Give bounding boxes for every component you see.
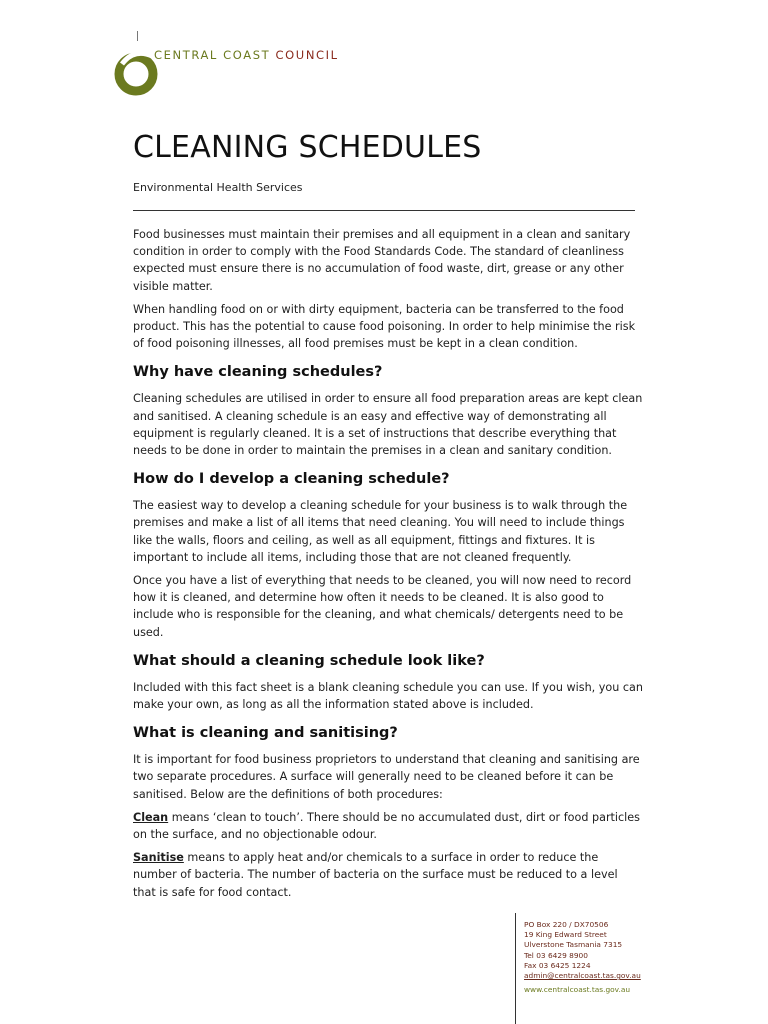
email-link[interactable]: admin@centralcoast.tas.gov.au xyxy=(524,971,641,981)
address-line: Ulverstone Tasmania 7315 xyxy=(524,940,623,950)
address-line: 19 King Edward Street xyxy=(524,930,607,940)
document-body xyxy=(133,226,643,907)
section-paragraph: Once you have a list of everything that needs to be cleaned, you will now need to record how it is cleaned, and determine how often it needs to be cleaned. It is also good to include who is responsible for the cleaning, and what chemicals/ detergents need to be used. xyxy=(133,574,632,639)
intro-paragraph: Food businesses must maintain their premises and all equipment in a clean and sanitary condition in order to comply with the Food Standards Code. The standard of cleanliness expected must ensure there is no accumulation of food waste, dirt, grease or any other visible matter. xyxy=(133,228,631,293)
definition-text: means to apply heat and/or chemicals to a surface in order to reduce the number of bacteria. The number of bacteria on the surface must be reduced to a level that is safe for food contact. xyxy=(133,851,618,899)
section-heading: Why have cleaning schedules? xyxy=(133,364,383,381)
definition-text: means ‘clean to touch’. There should be no accumulated dust, dirt or food particles on the surface, and no objectionable odour. xyxy=(133,810,641,842)
definition-term: Sanitise xyxy=(133,851,184,865)
definition-clean xyxy=(133,809,643,843)
council-name-part1: CENTRAL COAST xyxy=(154,48,276,62)
section-paragraph: The easiest way to develop a cleaning schedule for your business is to walk through the premises and make a list of all items that need cleaning. You will need to include things like the walls, floors and ceiling, as well as all equipment, fittings and fixtures. It is important to include all items, including those that are not cleaned frequently. xyxy=(133,499,628,564)
definition-term: Clean xyxy=(133,810,169,824)
section-heading: What should a cleaning schedule look like? xyxy=(133,652,485,669)
council-name-part2: COUNCIL xyxy=(275,48,339,62)
address-line: PO Box 220 / DX70506 xyxy=(524,920,609,929)
contact-block xyxy=(524,920,641,995)
council-logo xyxy=(112,30,339,106)
footer-divider xyxy=(515,913,516,1024)
page-title: CLEANING SCHEDULES xyxy=(133,130,482,165)
section-heading: What is cleaning and sanitising? xyxy=(133,725,398,742)
website-link[interactable]: www.centralcoast.tas.gov.au xyxy=(524,985,631,995)
phone-line: Tel 03 6429 8900 xyxy=(524,950,588,960)
title-divider xyxy=(133,210,635,211)
section-paragraph: Cleaning schedules are utilised in order to ensure all food preparation areas are kept clean and sanitised. A cleaning schedule is an easy and effective way of demonstrating all equipment is regularly cleaned. It is a set of instructions that describe everything that needs to be done in order to maintain the premises in a clean and sanitary condition. xyxy=(133,392,643,458)
page-subtitle: Environmental Health Services xyxy=(133,181,303,194)
section-paragraph: It is important for food business proprietors to understand that cleaning and sanitising are two separate procedures. A surface will generally need to be cleaned before it can be sanitised. Below are the definitions of both procedures: xyxy=(133,753,640,801)
intro-paragraph: When handling food on or with dirty equipment, bacteria can be transferred to the food product. This has the potential to cause food poisoning. In order to help minimise the risk of food poisoning illnesses, all food premises must be kept in a clean condition. xyxy=(133,302,636,351)
definition-sanitise xyxy=(133,849,643,901)
section-paragraph: Included with this fact sheet is a blank cleaning schedule you can use. If you wish, you can make your own, as long as all the information stated above is included. xyxy=(133,680,643,712)
council-logo-mark xyxy=(112,30,160,106)
section-heading: How do I develop a cleaning schedule? xyxy=(133,471,450,488)
fax-line: Fax 03 6425 1224 xyxy=(524,960,591,970)
council-name xyxy=(154,48,339,62)
